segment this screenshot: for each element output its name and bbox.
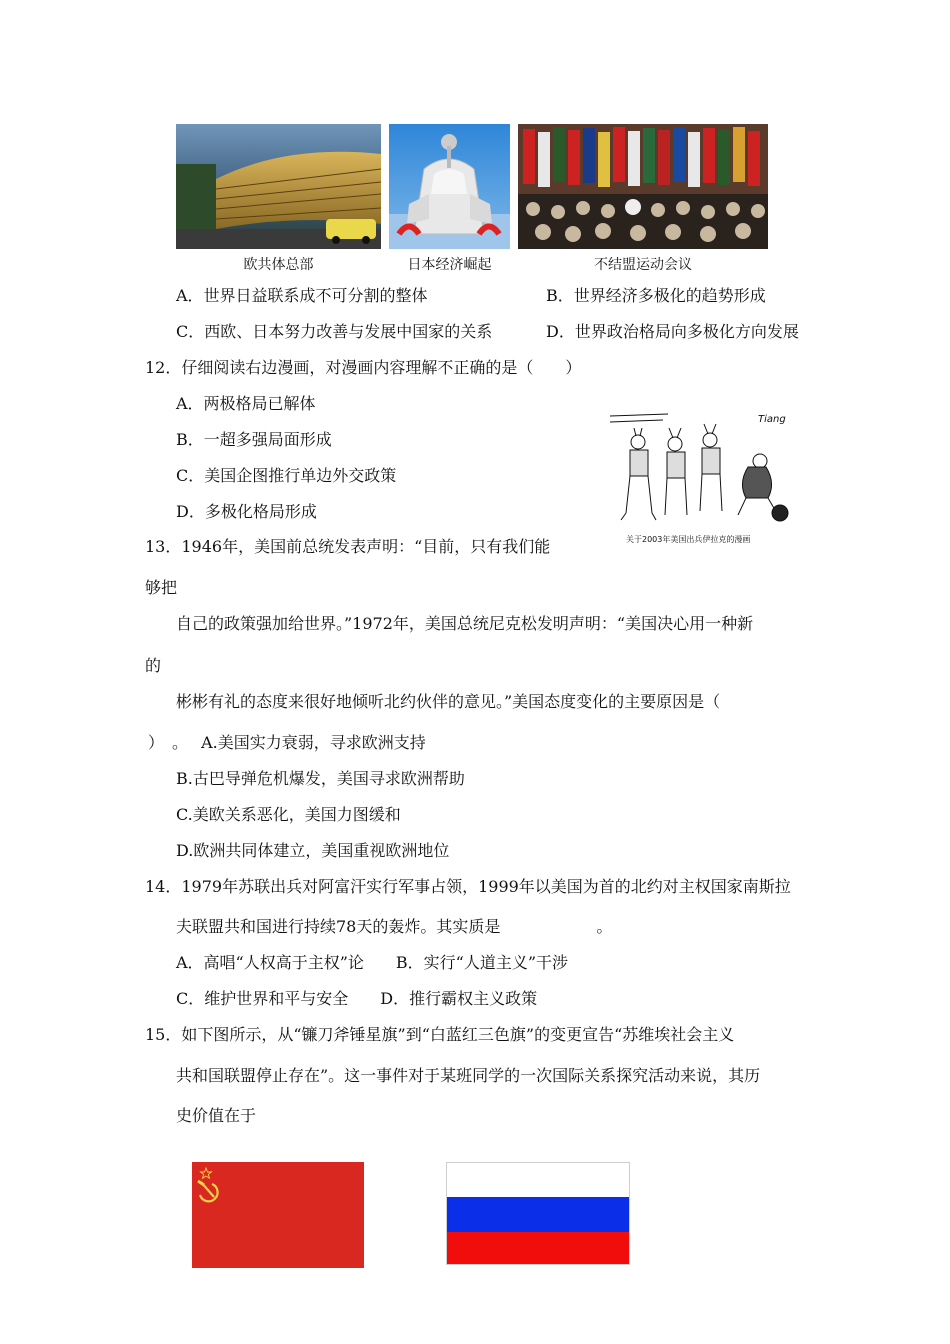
caption-japan: 日本经济崛起 [407, 257, 492, 273]
q14-options-cd: C．维护世界和平与安全 D．推行霸权主义政策 [176, 989, 538, 1008]
q12-option-c: C．美国企图推行单边外交政策 [176, 466, 397, 485]
q13-line-4: 的 [145, 656, 162, 675]
q13-line-3: 自己的政策强加给世界。”1972年，美国总统尼克松发明声明：“美国决心用一种新 [176, 614, 754, 633]
q13-option-d: D.欧洲共同体建立，美国重视欧洲地位 [176, 841, 450, 860]
q11-option-b: B．世界经济多极化的趋势形成 [546, 286, 766, 305]
russian-flag [446, 1162, 630, 1265]
caption-eec: 欧共体总部 [243, 257, 314, 273]
eec-headquarters-photo [176, 124, 381, 249]
russian-flag-red-stripe [447, 1232, 629, 1264]
q13-line-6: ） 。 A.美国实力衰弱，寻求欧洲支持 [148, 733, 426, 752]
russian-flag-white-stripe [447, 1163, 629, 1197]
q14-line-1: 14．1979年苏联出兵对阿富汗实行军事占领，1999年以美国为首的北约对主权国家南斯拉 [145, 877, 791, 896]
q12-option-b: B．一超多强局面形成 [176, 430, 332, 449]
q12-stem: 12．仔细阅读右边漫画，对漫画内容理解不正确的是（ ） [145, 358, 582, 377]
q14-options-ab: A．高唱“人权高于主权”论 B．实行“人道主义”干涉 [176, 953, 569, 972]
q14-line-2: 夫联盟共和国进行持续78天的轰炸。其实质是 。 [176, 917, 613, 936]
q15-line-1: 15．如下图所示，从“镰刀斧锤星旗”到“白蓝红三色旗”的变更宣告“苏维埃社会主义 [145, 1025, 735, 1044]
q13-option-c: C.美欧关系恶化，美国力图缓和 [176, 805, 401, 824]
q12-option-a: A．两极格局已解体 [176, 394, 316, 413]
q11-option-d: D．世界政治格局向多极化方向发展 [546, 322, 799, 341]
q12-option-d: D．多极化格局形成 [176, 502, 317, 521]
soviet-flag [192, 1162, 364, 1268]
caption-non-aligned: 不结盟运动会议 [594, 257, 692, 273]
q13-line-5: 彬彬有礼的态度来很好地倾听北约伙伴的意见。”美国态度变化的主要原因是（ [176, 692, 721, 711]
russian-flag-blue-stripe [447, 1197, 629, 1232]
q15-line-2: 共和国联盟停止存在”。这一事件对于某班同学的一次国际关系探究活动来说，其历 [176, 1066, 761, 1085]
q13-line-2: 够把 [145, 578, 178, 597]
japan-economy-photo [389, 124, 510, 249]
q11-option-c: C．西欧、日本努力改善与发展中国家的关系 [176, 322, 493, 341]
non-aligned-meeting-photo [518, 124, 768, 249]
basketball-cartoon [608, 408, 798, 528]
cartoon-signature: Tiang [758, 414, 786, 425]
q13-option-b: B.古巴导弹危机爆发，美国寻求欧洲帮助 [176, 769, 465, 788]
q13-line-1: 13．1946年，美国前总统发表声明：“目前，只有我们能 [145, 537, 551, 556]
q11-option-a: A．世界日益联系成不可分割的整体 [176, 286, 428, 305]
q15-line-3: 史价值在于 [176, 1106, 257, 1125]
cartoon-caption: 关于2003年美国出兵伊拉克的漫画 [626, 535, 751, 544]
